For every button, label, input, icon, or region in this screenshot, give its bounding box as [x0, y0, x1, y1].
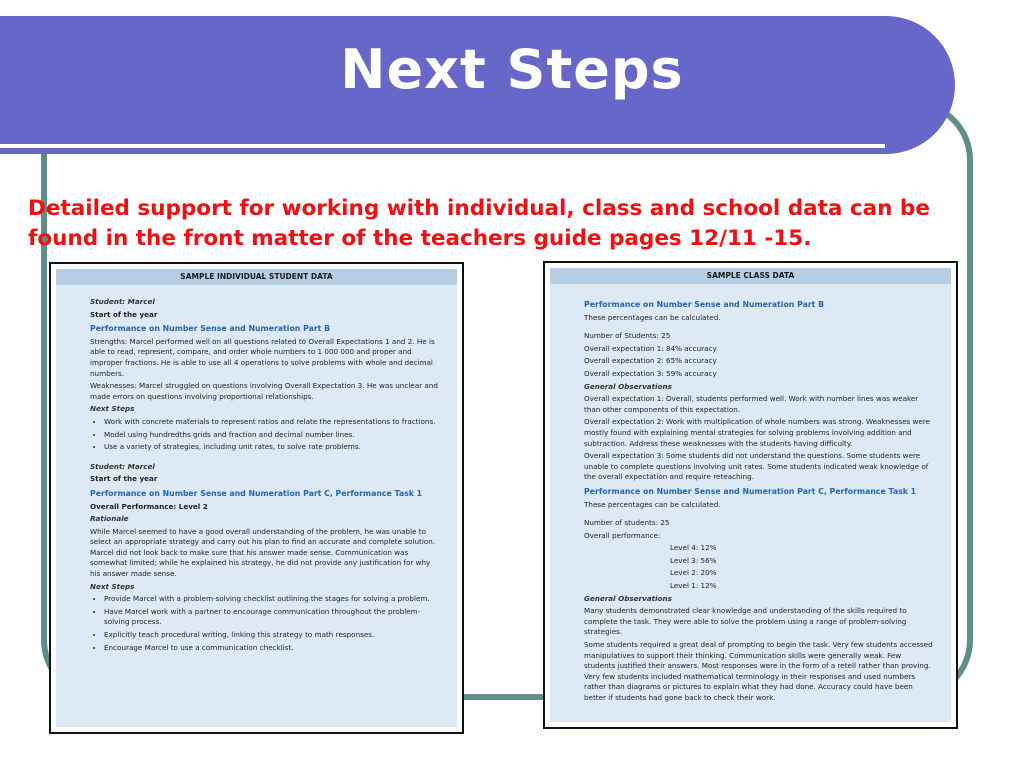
observation-text: Overall expectation 1: Overall, students performed well. Work with number lines was weaker than other components of this expectation. — [584, 394, 919, 414]
level-3-percent: Level 3: 56% — [670, 555, 717, 565]
list-item: • Use a variety of strategies, including unit rates, to solve rate problems. — [104, 442, 439, 453]
expectation-2-accuracy: Overall expectation 2: 65% accuracy — [584, 356, 717, 366]
individual-doc-body — [56, 285, 457, 653]
observation-text: Some students required a great deal of prompting to begin the task. Very few students accessed manipulatives to support their thinking. Communication skills were generally weak. Few students justified their answers. Most responses were in the form of a retell rather than proving. Very few students included mathematical terminology in their responses and used numbers rather than diagrams or pictures to explain what they had done. Accuracy could have been better if students had gone back to check their work. — [584, 640, 933, 702]
expectation-3-accuracy: Overall expectation 3: 59% accuracy — [584, 368, 717, 378]
section-heading: Performance on Number Sense and Numeration Part C, Performance Task 1 — [584, 486, 917, 496]
section-heading: Performance on Number Sense and Numeration Part B — [584, 300, 825, 309]
level-4-percent: Level 4: 12% — [670, 543, 717, 553]
observations-label: General Observations — [584, 381, 672, 391]
timing: Start of the year — [90, 309, 158, 319]
slide-title: Next Steps — [340, 38, 684, 101]
next-steps-list — [90, 417, 439, 453]
class-doc-header: SAMPLE CLASS DATA — [550, 268, 951, 284]
list-item: • Provide Marcel with a problem-solving checklist outlining the stages for solving a problem. — [104, 594, 439, 605]
observation-text: Overall expectation 2: Work with multiplication of whole numbers was strong. Weaknesses were mostly found with explaining mental strategies for solving problems involving addition and subtraction. Address these weaknesses with the students having difficulty. — [584, 417, 931, 448]
list-item: • Have Marcel work with a partner to encourage communication throughout the problem-solving process. — [104, 607, 439, 628]
list-item: • Explicitly teach procedural writing, linking this strategy to math responses. — [104, 630, 439, 641]
weaknesses-text: Weaknesses: Marcel struggled on questions involving Overall Expectation 3. He was unclear and made errors on questions involving proportional relationships. — [90, 381, 438, 401]
individual-doc-header: SAMPLE INDIVIDUAL STUDENT DATA — [56, 269, 457, 285]
class-data-image — [543, 261, 958, 729]
note-text: These percentages can be calculated. — [584, 312, 721, 322]
student-count: Number of Students: 25 — [584, 331, 671, 341]
level-2-percent: Level 2: 20% — [670, 568, 717, 578]
class-doc-body — [550, 284, 951, 704]
next-steps-list — [90, 594, 439, 653]
student-count: Number of students: 25 — [584, 518, 670, 528]
next-steps-label: Next Steps — [90, 404, 135, 414]
timing: Start of the year — [90, 474, 158, 484]
section-heading: Performance on Number Sense and Numeration Part B — [90, 324, 331, 334]
section-heading: Performance on Number Sense and Numeration Part C, Performance Task 1 — [90, 488, 423, 498]
individual-student-data-image — [49, 262, 464, 734]
strengths-text: Strengths: Marcel performed well on all questions related to Overall Expectations 1 and 2. He is able to read, represent, compare, and order whole numbers to 1 000 000 and proper and improper fractions. He is able to use all 4 operations to solve problems with whole and decimal numbers. — [90, 336, 435, 378]
rationale-text: While Marcel seemed to have a good overall understanding of the problem, he was unable to select an appropriate strategy and carry out his plan to find an accurate and complete solution. Marcel did not look back to make sure that his answer made sense. Communication was somewhat limited; while he explained his strategy, he did not provide any justification for why his answer made sense. — [90, 526, 436, 579]
rationale-label: Rationale — [90, 514, 129, 524]
list-item: • Encourage Marcel to use a communication checklist. — [104, 643, 439, 654]
next-steps-label: Next Steps — [90, 581, 135, 591]
observations-label: General Observations — [584, 593, 672, 603]
note-text: These percentages can be calculated. — [584, 499, 721, 509]
observation-text: Overall expectation 3: Some students did not understand the questions. Some students were unable to complete questions involving unit rates. Some students indicated weak knowledge of the overall expectation and require reteaching. — [584, 451, 929, 482]
list-item: • Work with concrete materials to represent ratios and relate the representations to fractions. — [104, 417, 439, 428]
student-name: Student: Marcel — [90, 297, 155, 306]
banner-underline — [0, 144, 885, 148]
level-1-percent: Level 1: 12% — [670, 581, 717, 591]
overall-performance: Overall Performance: Level 2 — [90, 501, 208, 511]
list-item: • Model using hundredths grids and fraction and decimal number lines. — [104, 430, 439, 441]
class-doc-page — [550, 268, 951, 722]
observation-text: Many students demonstrated clear knowledge and understanding of the skills required to complete the task. They were able to solve the problem using a range of problem-solving strategies. — [584, 606, 907, 637]
expectation-1-accuracy: Overall expectation 1: 84% accuracy — [584, 343, 717, 353]
intro-text: Detailed support for working with individual, class and school data can be found in the front matter of the teachers guide pages 12/11 -15. — [28, 196, 930, 251]
individual-doc-page — [56, 269, 457, 727]
overall-performance-label: Overall performance: — [584, 530, 661, 540]
student-name: Student: Marcel — [90, 461, 155, 471]
